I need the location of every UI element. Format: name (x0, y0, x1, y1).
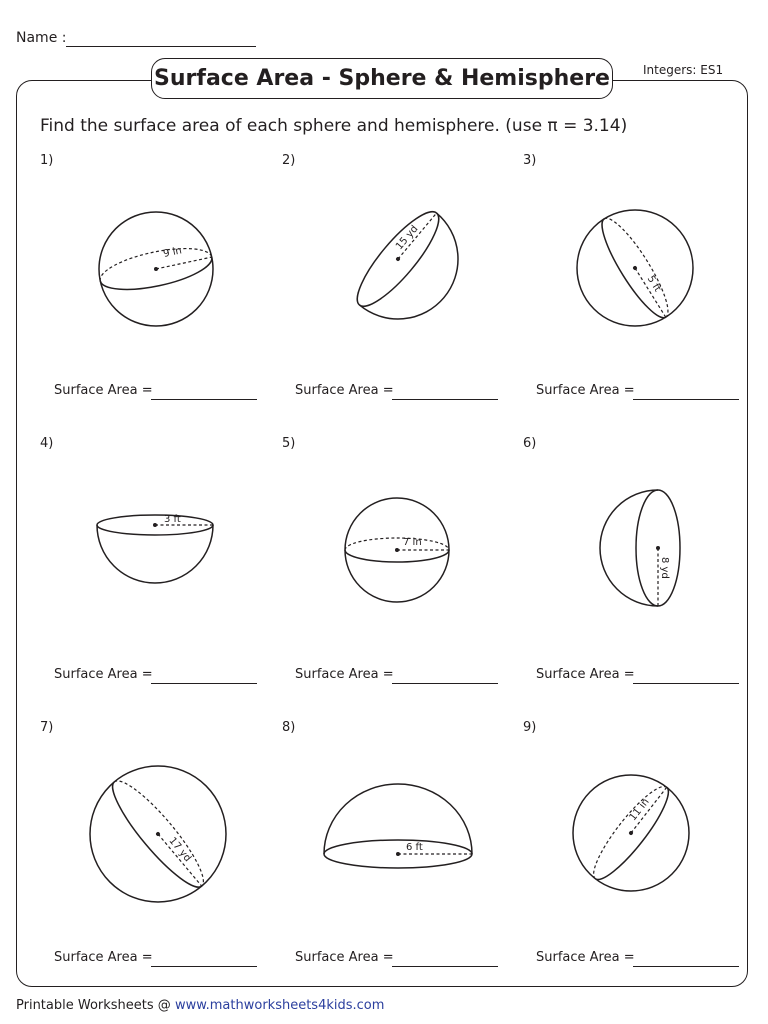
radius-label: 6 ft (406, 842, 423, 853)
answer-field[interactable] (295, 950, 500, 972)
problem-number: 6) (523, 436, 537, 451)
equator-front (592, 219, 665, 325)
footer-site-link[interactable]: www.mathworksheets4kids.com (174, 998, 385, 1013)
answer-label: Surface Area = (295, 950, 394, 965)
problem-number: 3) (523, 153, 537, 168)
footer (16, 998, 384, 1013)
answer-line[interactable] (392, 399, 498, 400)
problem-number: 4) (40, 436, 54, 451)
sphere-figure (90, 208, 230, 338)
equator-front (102, 782, 202, 896)
sphere-figure (78, 762, 238, 912)
problem-number: 7) (40, 720, 54, 735)
radius-label: 17 yd (166, 835, 194, 865)
instructions: Find the surface area of each sphere and hemisphere. (use π = 3.14) (40, 116, 628, 136)
equator-front (100, 257, 215, 297)
level-label: Integers: ES1 (643, 63, 724, 77)
answer-field[interactable] (54, 383, 259, 405)
hemisphere-figure (330, 205, 470, 335)
answer-field[interactable] (295, 383, 500, 405)
dome-outline (600, 490, 658, 606)
answer-line[interactable] (151, 399, 257, 400)
problem-number: 2) (282, 153, 296, 168)
page-title: Surface Area - Sphere & Hemisphere (151, 58, 613, 99)
radius-label: 3 ft (164, 514, 181, 525)
answer-label: Surface Area = (536, 383, 635, 398)
equator-front (595, 787, 677, 887)
answer-line[interactable] (151, 966, 257, 967)
equator-back (114, 772, 214, 886)
answer-line[interactable] (633, 966, 739, 967)
radius-label: 7 in (403, 537, 422, 548)
answer-label: Surface Area = (54, 383, 153, 398)
answer-label: Surface Area = (295, 667, 394, 682)
radius-label: 8 yd (659, 557, 670, 579)
answer-label: Surface Area = (295, 383, 394, 398)
dome-outline (97, 525, 213, 583)
answer-label: Surface Area = (536, 950, 635, 965)
answer-field[interactable] (536, 383, 741, 405)
hemisphere-figure (318, 782, 478, 872)
footer-prefix: Printable Worksheets @ (16, 998, 175, 1013)
hemisphere-figure (92, 505, 222, 590)
problem-number: 9) (523, 720, 537, 735)
problem-number: 1) (40, 153, 54, 168)
sphere-figure (570, 203, 700, 333)
answer-field[interactable] (54, 667, 259, 689)
equator-back (604, 211, 677, 317)
radius-label: 15 yd (393, 223, 421, 253)
sphere-figure (340, 494, 455, 609)
equator-back (584, 779, 666, 879)
answer-line[interactable] (392, 966, 498, 967)
answer-field[interactable] (536, 667, 741, 689)
problem-number: 5) (282, 436, 296, 451)
answer-field[interactable] (54, 950, 259, 972)
name-line[interactable] (66, 46, 256, 47)
answer-label: Surface Area = (54, 667, 153, 682)
answer-line[interactable] (392, 683, 498, 684)
radius-label: 9 in (162, 245, 183, 260)
answer-field[interactable] (536, 950, 741, 972)
answer-line[interactable] (633, 683, 739, 684)
answer-field[interactable] (295, 667, 500, 689)
problem-number: 8) (282, 720, 296, 735)
answer-line[interactable] (151, 683, 257, 684)
radius-label: 11 in (627, 796, 652, 824)
answer-line[interactable] (633, 399, 739, 400)
answer-label: Surface Area = (54, 950, 153, 965)
radius-label: 5 ft (644, 273, 663, 294)
hemisphere-figure (592, 485, 692, 615)
sphere-figure (568, 770, 698, 900)
name-label: Name : (16, 30, 67, 46)
answer-label: Surface Area = (536, 667, 635, 682)
